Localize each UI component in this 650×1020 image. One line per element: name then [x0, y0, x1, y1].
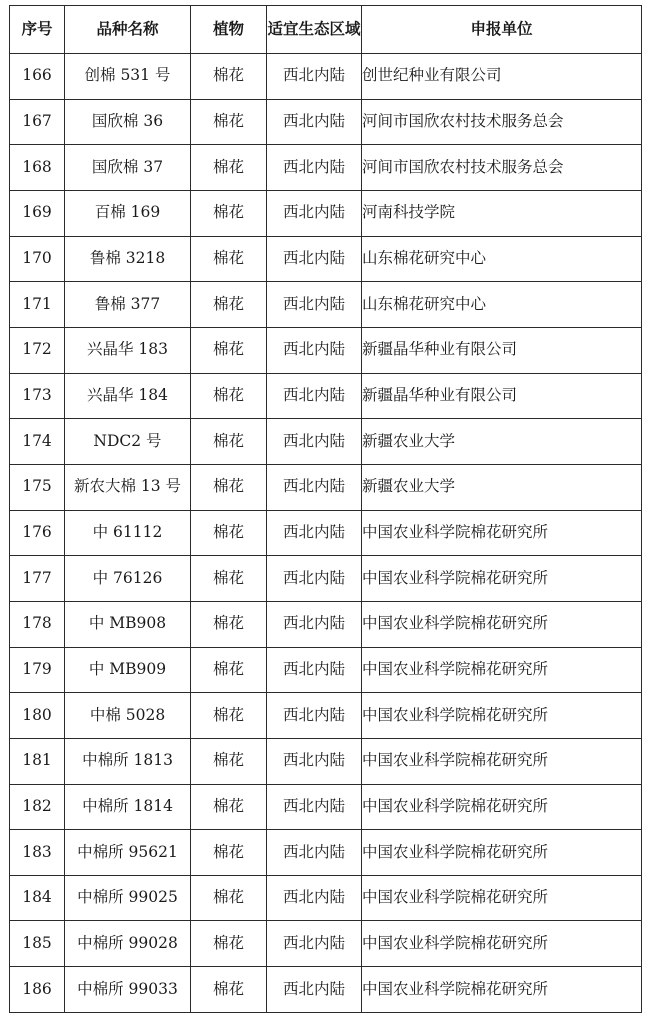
cell-variety-name: 百棉 169 [65, 190, 191, 236]
cell-serial-number: 180 [10, 693, 65, 739]
cell-serial-number: 174 [10, 419, 65, 465]
cell-plant: 棉花 [191, 693, 267, 739]
cell-applicant: 中国农业科学院棉花研究所 [362, 601, 642, 647]
cell-variety-name: 鲁棉 3218 [65, 236, 191, 282]
cell-applicant: 中国农业科学院棉花研究所 [362, 647, 642, 693]
cell-plant: 棉花 [191, 647, 267, 693]
cell-applicant: 中国农业科学院棉花研究所 [362, 738, 642, 784]
cell-suitable-region: 西北内陆 [267, 145, 362, 191]
cell-variety-name: 国欣棉 37 [65, 145, 191, 191]
cell-suitable-region: 西北内陆 [267, 830, 362, 876]
cell-serial-number: 169 [10, 190, 65, 236]
cell-variety-name: 中棉所 1813 [65, 738, 191, 784]
cell-plant: 棉花 [191, 784, 267, 830]
cell-suitable-region: 西北内陆 [267, 327, 362, 373]
cell-applicant: 山东棉花研究中心 [362, 282, 642, 328]
variety-table [9, 5, 642, 1013]
cell-serial-number: 183 [10, 830, 65, 876]
cell-suitable-region: 西北内陆 [267, 647, 362, 693]
cell-variety-name: 中棉所 99033 [65, 967, 191, 1013]
cell-variety-name: 中棉 5028 [65, 693, 191, 739]
cell-plant: 棉花 [191, 967, 267, 1013]
table-body [10, 54, 642, 1013]
cell-serial-number: 178 [10, 601, 65, 647]
cell-plant: 棉花 [191, 54, 267, 100]
cell-plant: 棉花 [191, 282, 267, 328]
cell-plant: 棉花 [191, 236, 267, 282]
cell-applicant: 中国农业科学院棉花研究所 [362, 693, 642, 739]
cell-plant: 棉花 [191, 464, 267, 510]
table-row [10, 464, 642, 510]
cell-serial-number: 181 [10, 738, 65, 784]
table-row [10, 647, 642, 693]
cell-plant: 棉花 [191, 830, 267, 876]
cell-applicant: 中国农业科学院棉花研究所 [362, 556, 642, 602]
cell-suitable-region: 西北内陆 [267, 99, 362, 145]
cell-applicant: 河间市国欣农村技术服务总会 [362, 145, 642, 191]
cell-suitable-region: 西北内陆 [267, 282, 362, 328]
cell-applicant: 中国农业科学院棉花研究所 [362, 921, 642, 967]
cell-plant: 棉花 [191, 190, 267, 236]
cell-suitable-region: 西北内陆 [267, 693, 362, 739]
cell-variety-name: 中棉所 99028 [65, 921, 191, 967]
cell-applicant: 中国农业科学院棉花研究所 [362, 510, 642, 556]
table-row [10, 601, 642, 647]
cell-suitable-region: 西北内陆 [267, 510, 362, 556]
cell-suitable-region: 西北内陆 [267, 54, 362, 100]
cell-applicant: 河南科技学院 [362, 190, 642, 236]
cell-serial-number: 182 [10, 784, 65, 830]
cell-variety-name: 中 MB908 [65, 601, 191, 647]
cell-suitable-region: 西北内陆 [267, 373, 362, 419]
cell-suitable-region: 西北内陆 [267, 190, 362, 236]
cell-serial-number: 171 [10, 282, 65, 328]
cell-applicant: 中国农业科学院棉花研究所 [362, 784, 642, 830]
table-row [10, 373, 642, 419]
cell-serial-number: 173 [10, 373, 65, 419]
cell-plant: 棉花 [191, 738, 267, 784]
table-row [10, 99, 642, 145]
table-row [10, 967, 642, 1013]
cell-plant: 棉花 [191, 327, 267, 373]
table-row [10, 875, 642, 921]
cell-applicant: 河间市国欣农村技术服务总会 [362, 99, 642, 145]
cell-suitable-region: 西北内陆 [267, 875, 362, 921]
cell-plant: 棉花 [191, 419, 267, 465]
table-row [10, 282, 642, 328]
cell-suitable-region: 西北内陆 [267, 738, 362, 784]
header-serial-number: 序号 [10, 6, 65, 54]
cell-serial-number: 184 [10, 875, 65, 921]
cell-variety-name: 中棉所 95621 [65, 830, 191, 876]
cell-suitable-region: 西北内陆 [267, 784, 362, 830]
cell-plant: 棉花 [191, 601, 267, 647]
cell-variety-name: 创棉 531 号 [65, 54, 191, 100]
cell-serial-number: 170 [10, 236, 65, 282]
cell-variety-name: 国欣棉 36 [65, 99, 191, 145]
header-plant: 植物 [191, 6, 267, 54]
table-row [10, 510, 642, 556]
cell-variety-name: 中棉所 1814 [65, 784, 191, 830]
cell-applicant: 新疆晶华种业有限公司 [362, 373, 642, 419]
table-row [10, 784, 642, 830]
cell-suitable-region: 西北内陆 [267, 921, 362, 967]
cell-variety-name: 新农大棉 13 号 [65, 464, 191, 510]
table-row [10, 921, 642, 967]
variety-registration-sheet [9, 5, 641, 1013]
table-row [10, 236, 642, 282]
cell-variety-name: 兴晶华 183 [65, 327, 191, 373]
cell-plant: 棉花 [191, 556, 267, 602]
cell-variety-name: NDC2 号 [65, 419, 191, 465]
cell-suitable-region: 西北内陆 [267, 967, 362, 1013]
header-row [10, 6, 642, 54]
cell-variety-name: 中 76126 [65, 556, 191, 602]
header-suitable-region: 适宜生态区域 [267, 6, 362, 54]
cell-serial-number: 175 [10, 464, 65, 510]
cell-serial-number: 186 [10, 967, 65, 1013]
cell-suitable-region: 西北内陆 [267, 236, 362, 282]
cell-suitable-region: 西北内陆 [267, 464, 362, 510]
cell-variety-name: 中 MB909 [65, 647, 191, 693]
cell-plant: 棉花 [191, 875, 267, 921]
cell-serial-number: 179 [10, 647, 65, 693]
table-row [10, 556, 642, 602]
cell-serial-number: 172 [10, 327, 65, 373]
table-row [10, 54, 642, 100]
cell-serial-number: 168 [10, 145, 65, 191]
cell-applicant: 新疆晶华种业有限公司 [362, 327, 642, 373]
cell-variety-name: 中 61112 [65, 510, 191, 556]
cell-serial-number: 185 [10, 921, 65, 967]
cell-suitable-region: 西北内陆 [267, 601, 362, 647]
header-variety-name: 品种名称 [65, 6, 191, 54]
cell-variety-name: 兴晶华 184 [65, 373, 191, 419]
cell-plant: 棉花 [191, 510, 267, 556]
cell-serial-number: 167 [10, 99, 65, 145]
table-row [10, 830, 642, 876]
cell-plant: 棉花 [191, 145, 267, 191]
cell-serial-number: 176 [10, 510, 65, 556]
cell-suitable-region: 西北内陆 [267, 556, 362, 602]
table-row [10, 190, 642, 236]
cell-suitable-region: 西北内陆 [267, 419, 362, 465]
cell-plant: 棉花 [191, 373, 267, 419]
table-row [10, 693, 642, 739]
header-applicant: 申报单位 [362, 6, 642, 54]
cell-applicant: 中国农业科学院棉花研究所 [362, 967, 642, 1013]
table-row [10, 738, 642, 784]
cell-applicant: 新疆农业大学 [362, 464, 642, 510]
cell-plant: 棉花 [191, 99, 267, 145]
table-header [10, 6, 642, 54]
cell-applicant: 中国农业科学院棉花研究所 [362, 830, 642, 876]
cell-applicant: 中国农业科学院棉花研究所 [362, 875, 642, 921]
cell-serial-number: 166 [10, 54, 65, 100]
cell-applicant: 新疆农业大学 [362, 419, 642, 465]
cell-applicant: 创世纪种业有限公司 [362, 54, 642, 100]
cell-variety-name: 鲁棉 377 [65, 282, 191, 328]
cell-applicant: 山东棉花研究中心 [362, 236, 642, 282]
cell-variety-name: 中棉所 99025 [65, 875, 191, 921]
table-row [10, 327, 642, 373]
cell-plant: 棉花 [191, 921, 267, 967]
table-row [10, 419, 642, 465]
table-row [10, 145, 642, 191]
cell-serial-number: 177 [10, 556, 65, 602]
